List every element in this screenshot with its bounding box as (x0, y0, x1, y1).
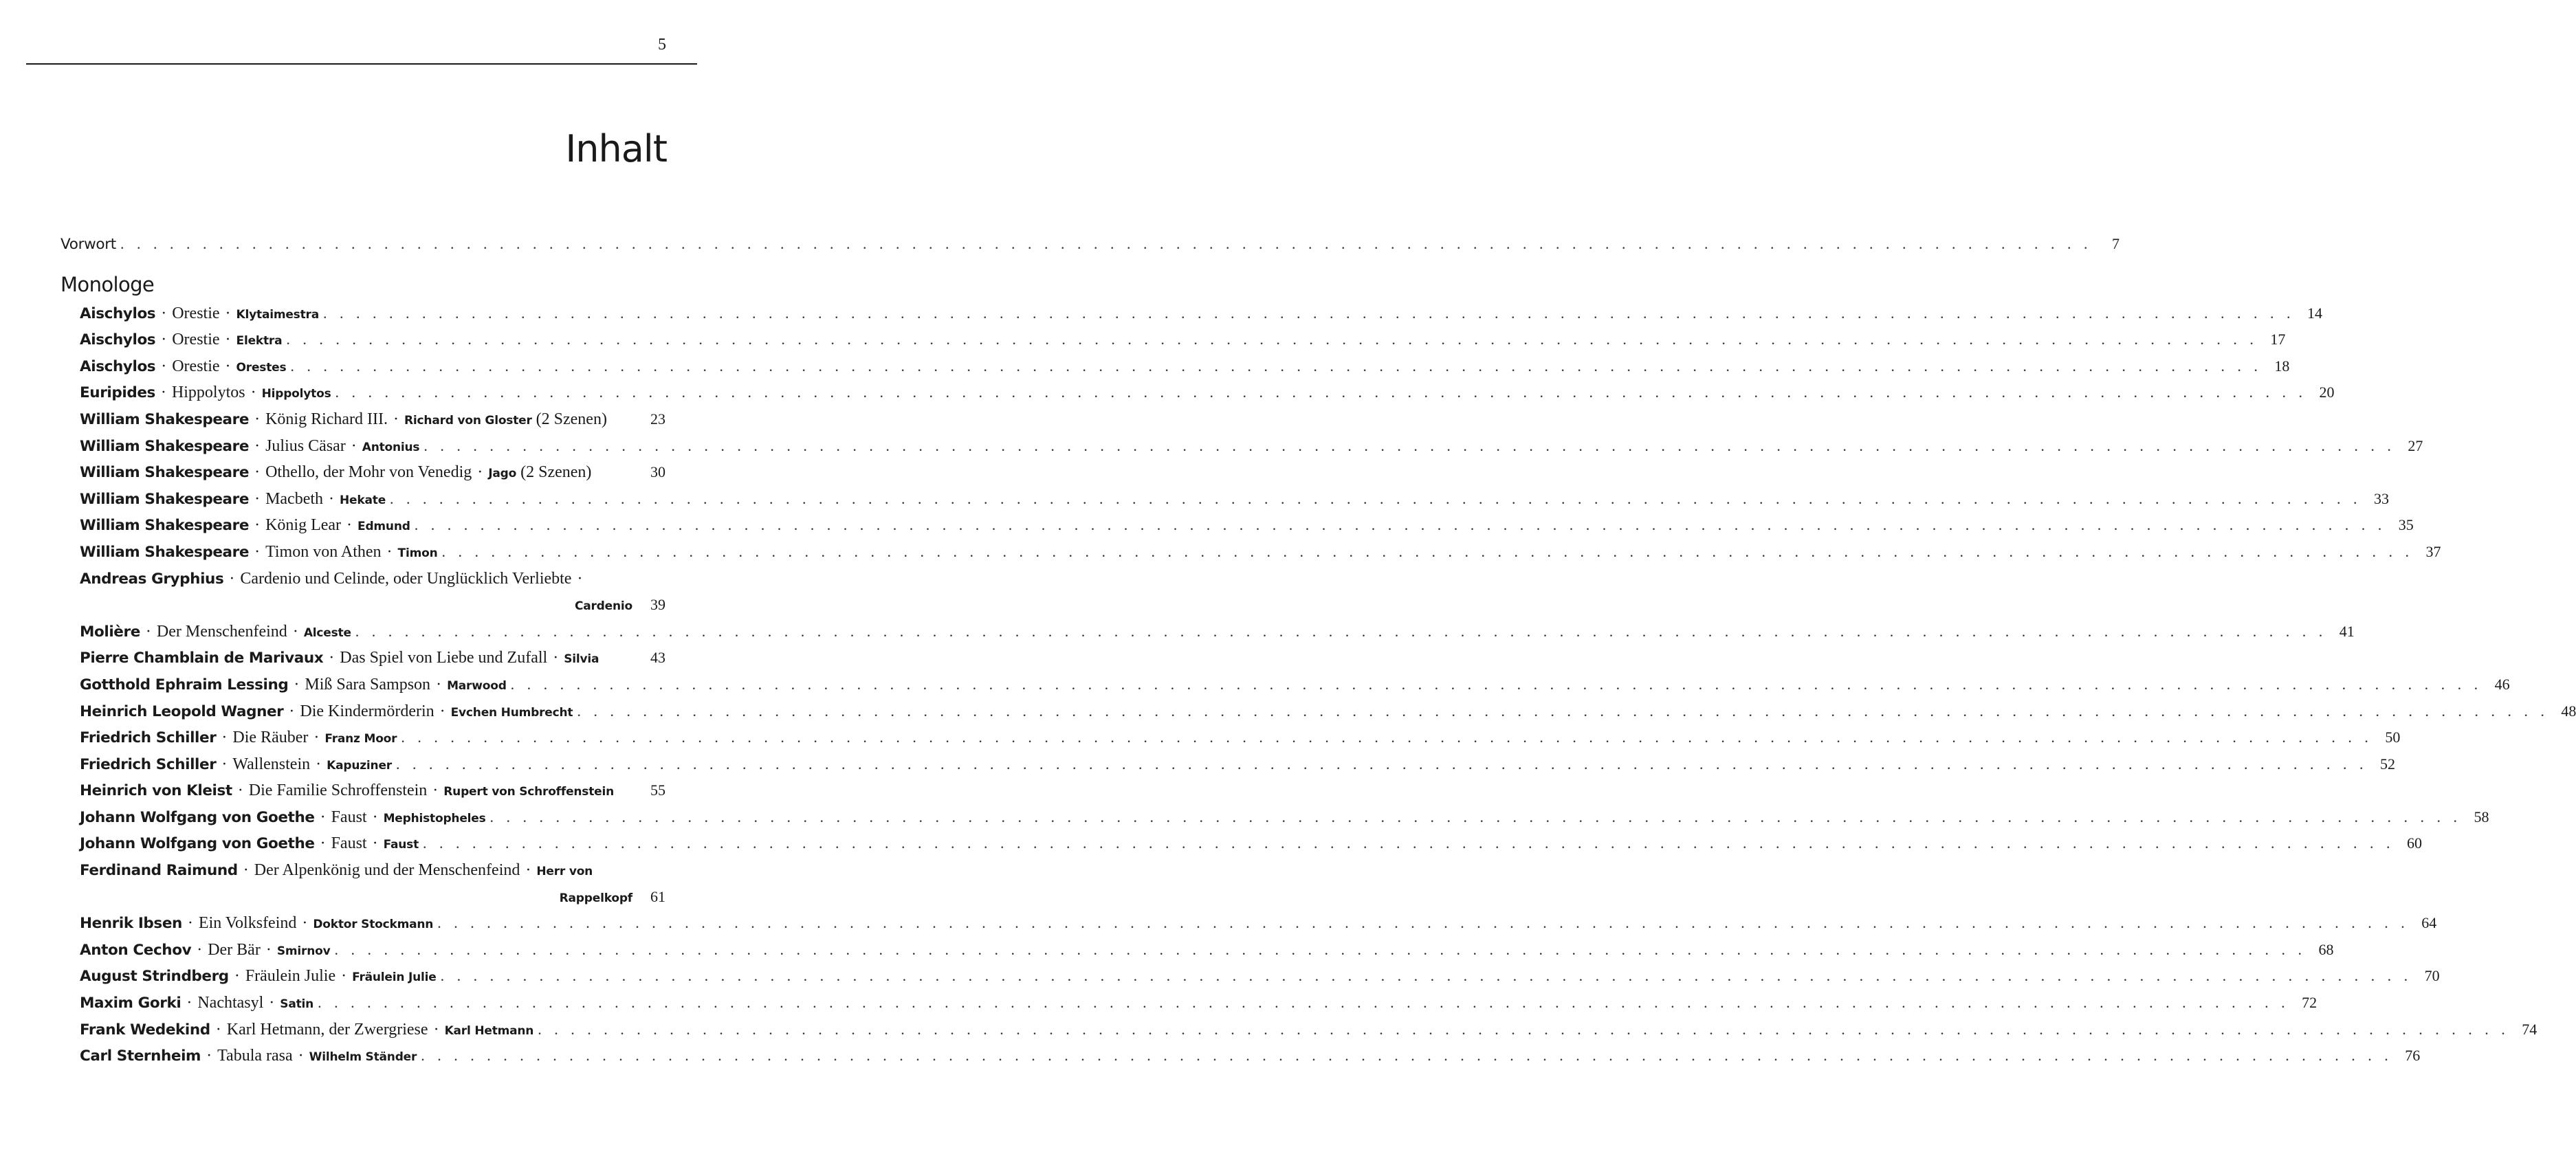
toc-entry[interactable] (60, 436, 2423, 464)
work-title: Der Bär (208, 940, 261, 959)
entry-text (80, 623, 351, 641)
page-ref: 55 (650, 781, 665, 799)
toc-entry-continued[interactable] (60, 888, 665, 915)
author-name: Frank Wedekind (80, 1021, 210, 1039)
toc-entry[interactable] (60, 675, 2510, 702)
author-name: Maxim Gorki (80, 995, 181, 1012)
role-name: Smirnov (276, 944, 331, 958)
dot-leader: . . . . . . . . . . . . . . . . . . . . . . . . . . . . . . . . . . . . . . . . . . . . . . . . . . . . . . . . . . . . . . . . . . . . . . . . . . . . . . . . . . . . . . . . . . . . . . . . . . . . . . . . . . . . . . . . . . . . . . . . (286, 331, 2258, 348)
role-name: Mephistopheles (383, 811, 486, 825)
separator-dot: · (221, 304, 235, 322)
page-ref: 61 (650, 887, 665, 905)
toc-entry[interactable] (60, 940, 2334, 968)
role-name: Faust (383, 838, 419, 852)
page-ref: 18 (2274, 357, 2290, 375)
work-title: Orestie (172, 357, 220, 375)
role-name: Hippolytos (261, 387, 331, 401)
page-ref: 14 (2307, 304, 2322, 322)
separator-dot: · (157, 357, 171, 375)
work-title: Orestie (172, 304, 220, 322)
separator-dot: · (250, 436, 265, 455)
separator-dot: · (549, 649, 563, 667)
toc-entry[interactable] (60, 516, 2414, 543)
role-name: Franz Moor (324, 732, 397, 746)
role-name: Evchen Humbrecht (450, 705, 573, 720)
page-ref: 20 (2319, 384, 2335, 401)
toc-entry[interactable] (60, 755, 2395, 782)
author-name: William Shakespeare (80, 464, 250, 482)
role-name: Antonius (362, 440, 420, 454)
author-name: Aischylos (80, 357, 156, 375)
separator-dot: · (265, 994, 279, 1012)
dot-leader: . . . . . . . . . . . . . . . . . . . . . . . . . . . . . . . . . . . . . . . . . . . . . . . . . . . . . . . . . . . . . . . . . . . . . . . . . . . . . . . . . . . . . . . . . . . . . . . . . . . . . . . . . . . . . . . . . . . . . . . . (355, 622, 2327, 640)
entry-list (60, 304, 2576, 1074)
separator-dot: · (250, 410, 265, 428)
separator-dot: · (211, 1020, 225, 1039)
separator-dot: · (157, 331, 171, 349)
dot-leader: . . . . . . . . . . . . . . . . . . . . . . . . . . . . . . . . . . . . . . . . . . . . . . . . . . . . . . . . . . . . . . . . . . . . . . . . . . . . . . . . . . . . . . . . . . . . . . . . . . . . . . . . . . . . . . . . . . . . . . . . (441, 542, 2414, 560)
work-title: König Richard III. (265, 410, 388, 428)
separator-dot: · (382, 542, 397, 561)
role-name: Marwood (447, 678, 507, 693)
work-title: Wallenstein (232, 755, 311, 773)
author-name: William Shakespeare (80, 490, 250, 508)
entry-text (80, 1021, 533, 1039)
dot-leader: . . . . . . . . . . . . . . . . . . . . . . . . . . . . . . . . . . . . . . . . . . . . . . . . . . . . . . . . . . . . . . . . . . . . . . . . . . . . . . . . . . . . . . . . . . . . . . . . . . . . . . . . . . . . . . . . . . . . . . . . (577, 702, 2549, 720)
separator-dot: · (368, 808, 382, 826)
work-title: Karl Hetmann, der Zwergriese (226, 1020, 428, 1039)
entry-text (80, 755, 392, 774)
role-name: Richard von Gloster (404, 413, 532, 428)
page-ref: 7 (2111, 235, 2120, 252)
dot-leader: . . . . . . . . . . . . . . . . . . . . . . . . . . . . . . . . . . . . . . . . . . . . . . . . . . . . . . . . . . . . . . . . . . . . . . . . . . . . . . . . . . . . . . . . . . . . . . . . . . . . . . . . . . . . . . . . . . . . . . . . (318, 994, 2290, 1012)
separator-dot: · (217, 729, 232, 747)
entry-text (80, 490, 386, 509)
dot-leader: . . . . . . . . . . . . . . . . . . . . . . . . . . . . . . . . . . . . . . . . . . . . . . . . . . . . . . . . . . . . . . . . . . . . . . . . . . . . . . . . . . . . . . . . . . . . . . . . . . . . . . . . . . . . . . . . . . . . . . . . (401, 729, 2373, 746)
entry-text (80, 1047, 417, 1065)
separator-dot: · (250, 516, 265, 535)
entry-text (80, 649, 599, 667)
dot-leader: . . . . . . . . . . . . . . . . . . . . . . . . . . . . . . . . . . . . . . . . . . . . . . . . . . . . . . . . . . . . . . . . . . . . . . . . . . . . . . . . . . . . . . . . . . . . . . . . . . . . . . . . . . . . . . . . . . . . . . . . (437, 914, 2410, 932)
separator-dot: · (141, 622, 155, 641)
toc-entry[interactable] (60, 834, 2423, 861)
separator-dot: · (316, 834, 330, 853)
author-name: Johann Wolfgang von Goethe (80, 835, 315, 853)
page-ref: 23 (650, 410, 665, 428)
author-name: August Strindberg (80, 968, 229, 986)
separator-dot: · (233, 781, 247, 800)
separator-dot: · (289, 675, 304, 694)
separator-dot: · (573, 569, 583, 588)
separator-dot: · (250, 463, 265, 482)
toc-entry[interactable] (60, 702, 2576, 729)
separator-dot: · (316, 808, 330, 826)
work-title: Timon von Athen (265, 542, 382, 561)
role-name: Elektra (236, 334, 283, 348)
role-name: Fräulein Julie (352, 970, 437, 985)
dot-leader: . . . . . . . . . . . . . . . . . . . . . . . . . . . . . . . . . . . . . . . . . . . . . . . . . . . . . . . . . . . . . . . . . . . . . . . . . . . . . . . . . . . . . . . . . . . . . . . . . . . . . . . . . . . . . . . . . . . . . . . . (335, 384, 2307, 401)
role-name: Wilhelm Ständer (309, 1050, 417, 1065)
entry-text (80, 834, 419, 853)
work-title: Nachtasyl (197, 994, 264, 1012)
separator-dot: · (309, 729, 324, 747)
toc-entry[interactable] (60, 622, 2355, 650)
work-title: Cardenio und Celinde, oder Unglücklich Verliebte (240, 569, 572, 588)
role-name: Doktor Stockmann (313, 918, 434, 932)
work-title: Die Räuber (232, 729, 309, 747)
role-name: Cardenio (574, 599, 632, 614)
role-name: Klytaimestra (236, 307, 319, 322)
vorwort-label: Vorwort (60, 236, 116, 253)
page-ref: 33 (2374, 489, 2390, 507)
page-ref: 50 (2385, 729, 2401, 746)
work-title: Faust (331, 834, 367, 853)
separator-dot: · (298, 914, 312, 933)
work-title: Julius Cäsar (265, 436, 346, 455)
role-name: Kapuziner (327, 758, 392, 773)
role-note: (2 Szenen) (536, 410, 607, 428)
author-name: Carl Sternheim (80, 1047, 201, 1065)
separator-dot: · (342, 516, 357, 535)
author-name: Aischylos (80, 331, 156, 349)
separator-dot: · (217, 755, 232, 773)
separator-dot: · (250, 542, 265, 561)
separator-dot: · (337, 967, 351, 986)
role-name: Alceste (303, 625, 351, 640)
work-title: Hippolytos (171, 384, 245, 402)
author-name: William Shakespeare (80, 410, 250, 428)
page-ref: 70 (2424, 967, 2440, 985)
toc-entry[interactable] (60, 1020, 2538, 1047)
separator-dot: · (346, 436, 361, 455)
work-title: Der Menschenfeind (156, 622, 287, 641)
entry-text (80, 463, 591, 482)
entry-text (80, 941, 330, 959)
separator-dot: · (389, 410, 404, 428)
work-title: Der Alpenkönig und der Menschenfeind (254, 861, 520, 880)
page-ref: 41 (2339, 622, 2355, 640)
dot-leader: . . . . . . . . . . . . . . . . . . . . . . . . . . . . . . . . . . . . . . . . . . . . . . . . . . . . . . . . . . . . . . . . . . . . . . . . . . . . . . . . . . . . . . . . . . . . . . . . . . . . . . . . . . . . . . . . . . . . . . . . (322, 304, 2295, 322)
toc-entry[interactable] (60, 304, 2322, 331)
separator-dot: · (285, 702, 299, 720)
entry-text (80, 914, 433, 933)
dot-leader: . . . . . . . . . . . . . . . . . . . . . . . . . . . . . . . . . . . . . . . . . . . . . . . . . . . . . . . . . . . . . . . . . . . . . . . . . . . . . . . . . . . . . . . . . . . . . . . . . . . . . . . . . . . . . . . . . . . . . . . . (440, 967, 2412, 985)
separator-dot: · (246, 384, 261, 402)
author-name: William Shakespeare (80, 543, 250, 561)
toc-entry[interactable] (60, 489, 2390, 517)
toc-entry[interactable] (60, 729, 2401, 755)
section-heading: Monologe (60, 272, 155, 296)
separator-dot: · (428, 781, 443, 800)
dot-leader: . . . . . . . . . . . . . . . . . . . . . . . . . . . . . . . . . . . . . . . . . . . . . . . . . . . . . . . . . . . . . . . . . . . . . . . . . . . . . . . . . . . . . . . . . . . . . . . . . . . . . . . . . . . . . . . . . . . . . . . . (423, 436, 2396, 454)
entry-text (80, 410, 607, 429)
header-rule (26, 63, 697, 65)
separator-dot: · (324, 649, 339, 667)
page-ref: 48 (2561, 702, 2576, 720)
page-ref: 52 (2379, 755, 2395, 773)
page-ref: 46 (2494, 675, 2510, 693)
work-title: Faust (331, 808, 367, 826)
work-title: Miß Sara Sampson (305, 675, 431, 694)
separator-dot: · (435, 702, 450, 720)
role-name: Edmund (357, 520, 410, 534)
page-ref: 72 (2302, 994, 2318, 1012)
toc-entry[interactable] (60, 331, 2286, 357)
separator-dot: · (239, 861, 253, 880)
toc-entry[interactable] (60, 570, 665, 597)
entry-text (80, 729, 397, 747)
author-name: Molière (80, 623, 140, 641)
work-title: Tabula rasa (217, 1047, 293, 1065)
dot-leader: . . . . . . . . . . . . . . . . . . . . . . . . . . . . . . . . . . . . . . . . . . . . . . . . . . . . . . . . . . . . . . . . . . . . . . . . . . . . . . . . . . . . . . . . . . . . . . . . . . . . . . . . . . . . . . . . . . . . . . . . (390, 489, 2362, 507)
role-name: Silvia (564, 652, 599, 667)
work-title: Ein Volksfeind (198, 914, 297, 933)
separator-dot: · (156, 384, 170, 402)
author-name: Pierre Chamblain de Marivaux (80, 650, 324, 667)
work-title: Macbeth (265, 489, 324, 508)
entry-text (80, 676, 507, 694)
dot-leader: . . . . . . . . . . . . . . . . . . . . . . . . . . . . . . . . . . . . . . . . . . . . . . . . . . . . . . . . . . . . . . . . . . . . . . . . . . . . . . . . . . . . . . . . . . . . . . . . . . . . . . . . . . . . . . . . . . . . . . . . (414, 516, 2386, 534)
separator-dot: · (202, 1047, 217, 1065)
toc-entry[interactable] (60, 410, 665, 437)
toc-entry[interactable] (60, 463, 665, 490)
dot-leader: . . . . . . . . . . . . . . . . . . . . . . . . . . . . . . . . . . . . . . . . . . . . . . . . . . . . . . . . . . . . . . . . . . . . . . . . . . . . . . . . . . . . . . . . . . . . . . . . . . . . . . . . . . . . . . . . . . . . . . . . (120, 235, 2092, 252)
entry-text (80, 861, 593, 880)
page-ref: 27 (2408, 436, 2423, 454)
role-name: Rupert von Schroffenstein (443, 785, 615, 799)
entry-text (80, 543, 437, 562)
entry-text (80, 357, 286, 376)
author-name: William Shakespeare (80, 437, 250, 455)
separator-dot: · (368, 834, 382, 853)
entry-text (80, 702, 573, 721)
role-name: Jago (488, 467, 517, 481)
role-name-continued: Rappelkopf (559, 891, 632, 905)
page-ref: 58 (2474, 808, 2489, 825)
role-name: Karl Hetmann (444, 1023, 534, 1038)
toc-entry[interactable] (60, 649, 665, 676)
page-ref: 74 (2522, 1020, 2538, 1038)
separator-dot: · (294, 1047, 308, 1065)
toc-entry[interactable] (60, 542, 2441, 570)
role-name: Orestes (236, 360, 287, 375)
role-name: Timon (397, 546, 438, 560)
separator-dot: · (324, 489, 339, 508)
page-ref: 35 (2398, 516, 2414, 534)
toc-entry[interactable] (60, 781, 665, 808)
entry-text (80, 967, 437, 986)
toc-entry-vorwort[interactable] (60, 235, 2120, 262)
dot-leader: . . . . . . . . . . . . . . . . . . . . . . . . . . . . . . . . . . . . . . . . . . . . . . . . . . . . . . . . . . . . . . . . . . . . . . . . . . . . . . . . . . . . . . . . . . . . . . . . . . . . . . . . . . . . . . . . . . . . . . . . (510, 675, 2483, 693)
separator-dot: · (221, 357, 235, 375)
toc-entry[interactable] (60, 808, 2489, 835)
entry-text (80, 994, 313, 1012)
page-ref: 39 (650, 596, 665, 614)
role-note: (2 Szenen) (520, 463, 592, 482)
toc-entry[interactable] (60, 994, 2318, 1021)
dot-leader: . . . . . . . . . . . . . . . . . . . . . . . . . . . . . . . . . . . . . . . . . . . . . . . . . . . . . . . . . . . . . . . . . . . . . . . . . . . . . . . . . . . . . . . . . . . . . . . . . . . . . . . . . . . . . . . . . . . . . . . . (290, 357, 2263, 375)
role-name: Herr von (536, 865, 593, 879)
author-name: Ferdinand Raimund (80, 862, 238, 880)
author-name: Gotthold Ephraim Lessing (80, 676, 289, 694)
separator-dot: · (473, 463, 487, 482)
separator-dot: · (183, 914, 197, 933)
author-name: William Shakespeare (80, 517, 250, 535)
page-ref: 37 (2425, 542, 2441, 560)
author-name: Aischylos (80, 304, 156, 322)
work-title: Das Spiel von Liebe und Zufall (340, 649, 548, 667)
dot-leader: . . . . . . . . . . . . . . . . . . . . . . . . . . . . . . . . . . . . . . . . . . . . . . . . . . . . . . . . . . . . . . . . . . . . . . . . . . . . . . . . . . . . . . . . . . . . . . . . . . . . . . . . . . . . . . . . . . . . . . . . (334, 940, 2307, 958)
separator-dot: · (192, 940, 207, 959)
role-name: Hekate (340, 493, 386, 507)
toc-entry[interactable] (60, 861, 665, 888)
toc-entry[interactable] (60, 967, 2440, 994)
separator-dot: · (182, 994, 197, 1012)
author-name: Friedrich Schiller (80, 755, 217, 773)
page-ref: 60 (2407, 834, 2423, 852)
role-name: Satin (280, 997, 314, 1012)
work-title: Fräulein Julie (245, 967, 336, 986)
entry-text (80, 808, 486, 827)
author-name: Andreas Gryphius (80, 570, 224, 588)
page-ref: 43 (650, 649, 665, 667)
entry-text (80, 437, 419, 456)
toc-entry[interactable] (60, 914, 2437, 941)
page-ref: 30 (650, 463, 665, 481)
separator-dot: · (521, 861, 536, 880)
page-title: Inhalt (565, 127, 667, 170)
separator-dot: · (225, 569, 239, 588)
separator-dot: · (261, 940, 276, 959)
toc-entry[interactable] (60, 1047, 2421, 1074)
page-ref: 68 (2318, 940, 2334, 958)
author-name: Friedrich Schiller (80, 729, 217, 747)
separator-dot: · (250, 489, 265, 508)
dot-leader: . . . . . . . . . . . . . . . . . . . . . . . . . . . . . . . . . . . . . . . . . . . . . . . . . . . . . . . . . . . . . . . . . . . . . . . . . . . . . . . . . . . . . . . . . . . . . . . . . . . . . . . . . . . . . . . . . . . . . . . . (423, 834, 2395, 852)
author-name: Henrik Ibsen (80, 915, 182, 933)
separator-dot: · (432, 675, 446, 694)
separator-dot: · (311, 755, 326, 773)
separator-dot: · (221, 331, 235, 349)
work-title: Die Familie Schroffenstein (248, 781, 428, 800)
toc-entry[interactable] (60, 384, 2335, 410)
toc-entry[interactable] (60, 357, 2290, 384)
author-name: Anton Cechov (80, 941, 192, 959)
page-ref: 64 (2421, 914, 2437, 932)
page-number: 5 (658, 36, 666, 54)
entry-text (80, 304, 319, 323)
author-name: Heinrich von Kleist (80, 782, 232, 800)
entry-text (80, 331, 282, 349)
separator-dot: · (157, 304, 171, 322)
author-name: Euripides (80, 384, 155, 402)
author-name: Johann Wolfgang von Goethe (80, 808, 315, 826)
page-ref: 17 (2270, 331, 2286, 348)
entry-text (80, 516, 410, 535)
dot-leader: . . . . . . . . . . . . . . . . . . . . . . . . . . . . . . . . . . . . . . . . . . . . . . . . . . . . . . . . . . . . . . . . . . . . . . . . . . . . . . . . . . . . . . . . . . . . . . . . . . . . . . . . . . . . . . . . . . . . . . . . (489, 808, 2462, 825)
work-title: Othello, der Mohr von Venedig (265, 463, 472, 482)
dot-leader: . . . . . . . . . . . . . . . . . . . . . . . . . . . . . . . . . . . . . . . . . . . . . . . . . . . . . . . . . . . . . . . . . . . . . . . . . . . . . . . . . . . . . . . . . . . . . . . . . . . . . . . . . . . . . . . . . . . . . . . . (421, 1047, 2393, 1065)
separator-dot: · (429, 1020, 443, 1039)
separator-dot: · (288, 622, 302, 641)
entry-text (80, 384, 331, 402)
work-title: König Lear (265, 516, 342, 535)
table-of-contents (60, 235, 2576, 1074)
toc-entry-continued[interactable] (60, 596, 665, 623)
work-title: Die Kindermörderin (300, 702, 434, 720)
author-name: Heinrich Leopold Wagner (80, 702, 284, 720)
work-title: Orestie (172, 331, 220, 349)
separator-dot: · (230, 967, 244, 986)
page-ref: 76 (2405, 1047, 2421, 1065)
entry-text (80, 570, 584, 588)
entry-text (80, 781, 614, 800)
dot-leader: . . . . . . . . . . . . . . . . . . . . . . . . . . . . . . . . . . . . . . . . . . . . . . . . . . . . . . . . . . . . . . . . . . . . . . . . . . . . . . . . . . . . . . . . . . . . . . . . . . . . . . . . . . . . . . . . . . . . . . . . (538, 1020, 2510, 1038)
dot-leader: . . . . . . . . . . . . . . . . . . . . . . . . . . . . . . . . . . . . . . . . . . . . . . . . . . . . . . . . . . . . . . . . . . . . . . . . . . . . . . . . . . . . . . . . . . . . . . . . . . . . . . . . . . . . . . . . . . . . . . . . (395, 755, 2368, 773)
